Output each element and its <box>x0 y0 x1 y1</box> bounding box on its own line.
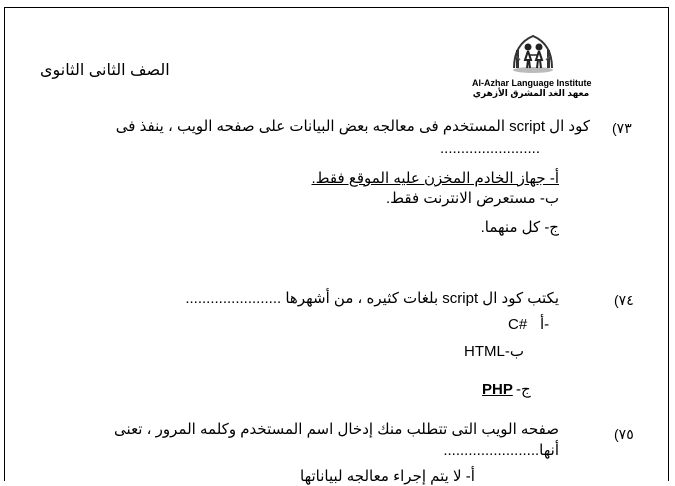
q74-option-b: HTML-ب <box>464 343 524 360</box>
institute-name-ar: معهد الغد المشرق الأزهري <box>472 88 590 98</box>
q73-option-a: أ- جهاز الخادم المخزن عليه الموقع فقط. <box>311 170 559 187</box>
q74-option-c-value: PHP <box>482 381 513 398</box>
q75-text-cont: أنها....................... <box>443 442 559 459</box>
q74-text: يكتب كود ال script بلغات كثيره ، من أشهرها ....................... <box>185 290 559 307</box>
institute-logo-icon <box>510 30 556 76</box>
q73-number: (٧٣ <box>612 120 632 136</box>
q75-option-a: أ- لا يتم إجراء معالجه لبياناتها <box>300 468 475 485</box>
q74-number: (٧٤ <box>614 292 634 308</box>
q75-number: (٧٥ <box>614 426 634 442</box>
page-border-top <box>4 7 669 8</box>
q73-text: كود ال script المستخدم فى معالجه بعض البيانات على صفحه الويب ، ينفذ فى <box>115 118 590 135</box>
q75-text: صفحه الويب التى تتطلب منك إدخال اسم المستخدم وكلمه المرور ، تعنى <box>114 421 559 438</box>
q73-option-c: ج- كل منهما. <box>480 219 559 236</box>
q73-blank: ........................ <box>440 140 541 157</box>
q73-option-b: ب- مستعرض الانترنت فقط. <box>386 190 559 207</box>
grade-title: الصف الثانى الثانوى <box>40 62 170 79</box>
institute-name-en: Al-Azhar Language Institute <box>472 78 592 88</box>
q75-option-a-clip <box>300 468 475 485</box>
q74-option-a-value: C# <box>508 316 528 333</box>
q74-option-c-suffix: -ج <box>516 381 531 398</box>
page-border-left <box>4 7 5 481</box>
page-border-right <box>668 7 669 481</box>
q74-option-a-prefix: أ- <box>540 316 550 333</box>
